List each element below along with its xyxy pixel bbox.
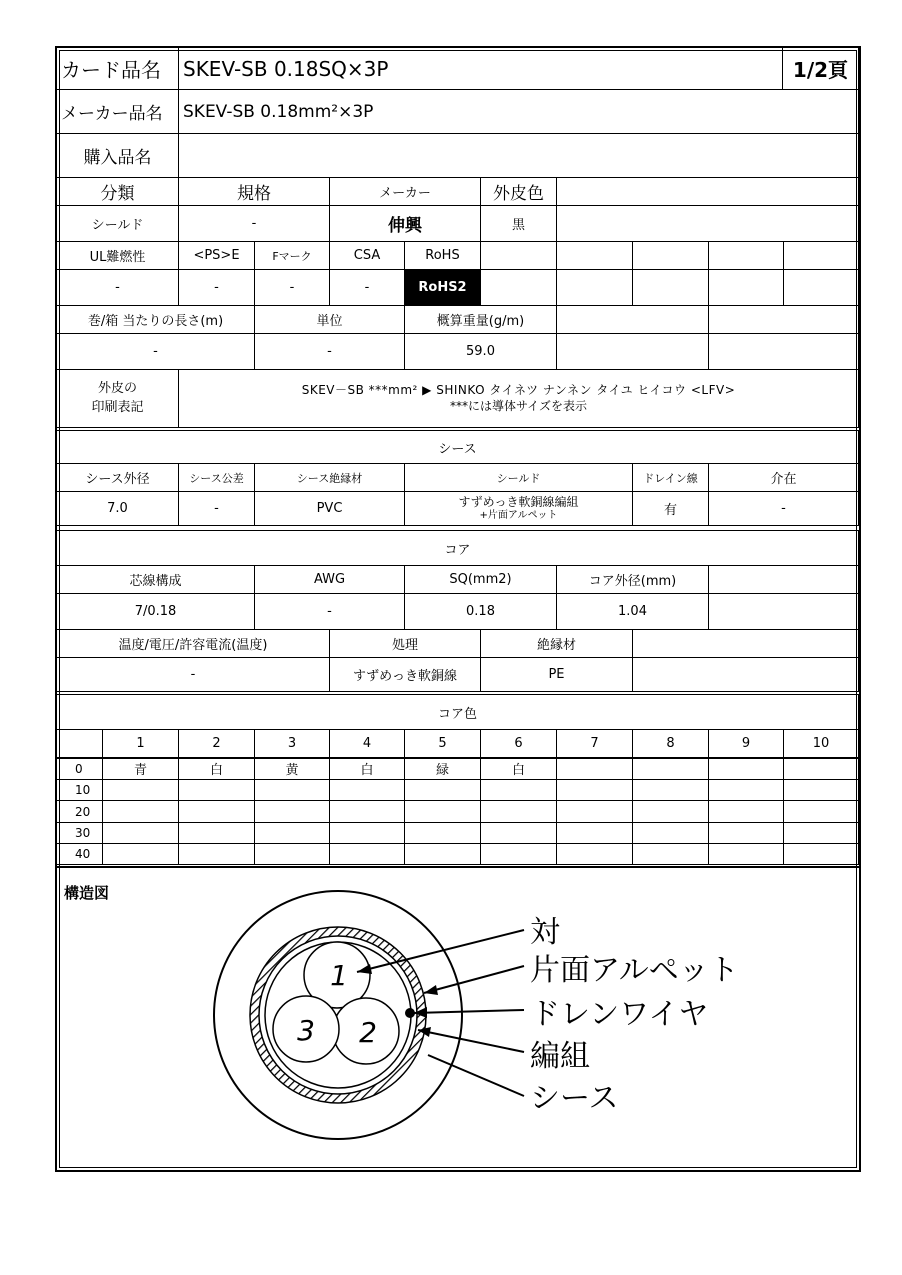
std-label-fmark: Fマーク — [255, 242, 330, 270]
core-label-awg: AWG — [255, 566, 405, 594]
unit-value: - — [255, 334, 405, 370]
class-label-color: 外皮色 — [481, 178, 557, 206]
rating-value-process: すずめっき軟銅線 — [330, 658, 481, 692]
sheath-shield-sub: +片面アルペット — [479, 509, 558, 521]
sheath-value-drain: 有 — [633, 492, 709, 526]
core-number-3: 3 — [297, 1014, 315, 1047]
class-value-maker: 伸興 — [330, 206, 481, 242]
core-value-sq: 0.18 — [405, 594, 557, 630]
printing-line2: ***には導体サイズを表示 — [449, 398, 588, 413]
sheath-label-od: シース外径 — [57, 464, 179, 492]
core-color-col-header: 8 — [633, 730, 709, 758]
core-color-row-label: 20 — [57, 801, 103, 823]
core-color-cell: 白 — [330, 758, 405, 780]
sheath-value-tol: - — [179, 492, 255, 526]
length-value: - — [57, 334, 255, 370]
printing-label-line2: 印刷表記 — [91, 399, 144, 415]
std-value-pse: - — [179, 270, 255, 306]
printing-line1: SKEV－SB ***mm² ▶ SHINKO タイネツ ナンネン タイユ ヒイコウ <LFV> — [301, 382, 736, 397]
core-color-col-header: 7 — [557, 730, 633, 758]
core-label-strand: 芯線構成 — [57, 566, 255, 594]
core-color-col-header: 2 — [179, 730, 255, 758]
core-color-cell: 白 — [481, 758, 557, 780]
printing-label-line1: 外皮の — [97, 380, 137, 396]
core-color-col-header: 5 — [405, 730, 481, 758]
core-number-1: 1 — [330, 959, 348, 992]
card-name-value: SKEV-SB 0.18SQ×3P — [179, 48, 783, 90]
core-value-od: 1.04 — [557, 594, 709, 630]
class-label-category: 分類 — [57, 178, 179, 206]
class-label-maker: メーカー — [330, 178, 481, 206]
rating-value-temp: - — [57, 658, 330, 692]
page-number: 1/2頁 — [783, 48, 859, 90]
sheath-label-shield: シールド — [405, 464, 633, 492]
sheath-label-tol: シース公差 — [179, 464, 255, 492]
sheath-label-insul: シース絶縁材 — [255, 464, 405, 492]
std-label-csa: CSA — [330, 242, 405, 270]
core-color-col-header: 4 — [330, 730, 405, 758]
label-sheath: シース — [530, 1081, 619, 1116]
std-value-ul: - — [57, 270, 179, 306]
sheath-value-od: 7.0 — [57, 492, 179, 526]
core-color-cell: 白 — [179, 758, 255, 780]
core-value-awg: - — [255, 594, 405, 630]
std-value-csa: - — [330, 270, 405, 306]
core-color-col-header: 3 — [255, 730, 330, 758]
label-alpet: 片面アルペット — [530, 953, 739, 988]
core-label-od: コア外径(mm) — [557, 566, 709, 594]
class-value-color: 黒 — [481, 206, 557, 242]
core-color-col-header: 10 — [784, 730, 859, 758]
core-color-cell: 黄 — [255, 758, 330, 780]
sheath-label-drain: ドレイン線 — [633, 464, 709, 492]
rating-label-temp: 温度/電圧/許容電流(温度) — [57, 630, 330, 658]
std-value-rohs-badge: RoHS2 — [405, 270, 481, 306]
diagram-title: 構造図 — [64, 884, 110, 902]
label-braid: 編組 — [530, 1039, 590, 1074]
std-label-pse: <PS>E — [179, 242, 255, 270]
class-label-standard: 規格 — [179, 178, 330, 206]
sheath-title: シース — [57, 430, 859, 464]
sheath-value-filler: - — [709, 492, 859, 526]
core-color-row-label: 30 — [57, 823, 103, 844]
class-value-category: シールド — [57, 206, 179, 242]
core-color-col-header: 1 — [103, 730, 179, 758]
maker-name-label: メーカー品名 — [57, 90, 179, 134]
core-color-cell: 青 — [103, 758, 179, 780]
unit-label: 単位 — [255, 306, 405, 334]
rating-label-insul: 絶縁材 — [481, 630, 633, 658]
drain-wire — [405, 1008, 415, 1018]
weight-value: 59.0 — [405, 334, 557, 370]
std-label-rohs: RoHS — [405, 242, 481, 270]
label-pair: 対 — [530, 915, 560, 950]
label-drain-wire: ドレンワイヤ — [530, 997, 709, 1032]
rating-value-insul: PE — [481, 658, 633, 692]
core-color-row-label: 10 — [57, 780, 103, 801]
core-number-2: 2 — [359, 1016, 377, 1049]
rating-label-process: 処理 — [330, 630, 481, 658]
sheath-shield-main: すずめっき軟銅線編組 — [458, 494, 579, 509]
core-value-strand: 7/0.18 — [57, 594, 255, 630]
core-color-col-header: 9 — [709, 730, 784, 758]
maker-name-value: SKEV-SB 0.18mm²×3P — [179, 90, 859, 134]
core-color-cell: 緑 — [405, 758, 481, 780]
core-color-col-header: 6 — [481, 730, 557, 758]
core-title: コア — [57, 530, 859, 566]
length-label: 巻/箱 当たりの長さ(m) — [57, 306, 255, 334]
class-value-standard: - — [179, 206, 330, 242]
std-label-ul: UL難燃性 — [57, 242, 179, 270]
core-color-row-label: 40 — [57, 844, 103, 865]
core-color-row-label: 0 — [57, 758, 103, 780]
core-label-sq: SQ(mm2) — [405, 566, 557, 594]
sheath-label-filler: 介在 — [709, 464, 859, 492]
weight-label: 概算重量(g/m) — [405, 306, 557, 334]
core-color-title: コア色 — [57, 694, 859, 730]
std-value-fmark: - — [255, 270, 330, 306]
purchase-name-label: 購入品名 — [57, 134, 179, 178]
card-name-label: カード品名 — [57, 48, 179, 90]
sheath-value-insul: PVC — [255, 492, 405, 526]
